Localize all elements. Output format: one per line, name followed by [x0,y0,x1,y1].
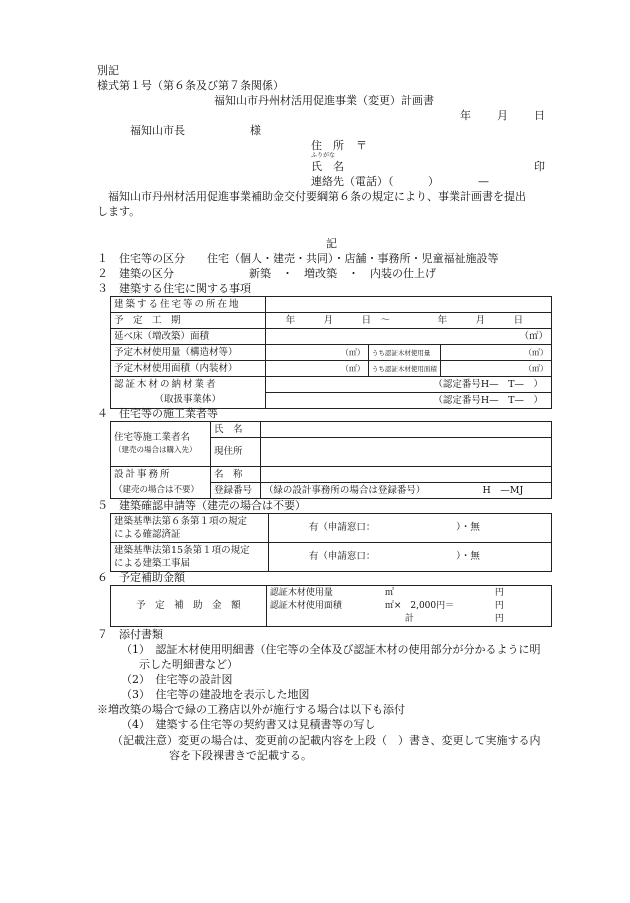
item-7: ７ 添付書類 [97,628,163,641]
table-subsidy [110,585,552,627]
builder-address-label: 現住所 [210,438,260,467]
attachment-note: ※増改築の場合で緑の工務店以外が施行する場合は以下も添付 [97,703,405,716]
intro-line-2: します。 [97,205,141,218]
postal-mark: 〒 [356,139,367,152]
item-5: ５ 建築確認申請等（建売の場合は不要） [97,499,306,512]
subsidy-line-3 [270,613,548,626]
designer-label: 設計事務所 [111,467,211,483]
builder-label-cell [111,422,211,467]
builder-name-field[interactable] [260,422,551,438]
floor-area-label: 延べ床（増改築）面積 [111,329,266,345]
cert-area-field[interactable]: （㎡） [440,361,551,377]
item-1: １ 住宅等の区分 住宅（個人・建売・共同）・店舗・事務所・児童福祉施設等 [97,252,499,265]
date-year: 年 [460,109,471,122]
cert-volume-label: うち認証木材使用量 [368,345,440,361]
reg-number-label: 登録番号 [210,483,260,499]
confirmation-label-a: 建築基準法第６条第１項の規定 [114,516,248,527]
contact-paren-close: ） [428,175,439,188]
subsidy-line-1 [270,587,548,600]
cert-area-label: うち認証木材使用面積 [368,361,440,377]
cert-volume-field[interactable]: （㎥） [440,345,551,361]
reg-number-field[interactable] [260,483,551,499]
period-label: 予 定 工 期 [111,313,266,329]
attachment-3: （3） 住宅等の建設地を表示した地図 [121,688,310,701]
builder-sub-label: （建売の場合は購入先） [114,445,197,454]
contact-label: 連絡先（電話）（ [311,175,394,188]
construction-notice-label-cell [111,543,269,572]
subsidy-calc-cell[interactable] [266,586,551,627]
document-title: 福知山市丹州材活用促進事業（変更）計画書 [214,94,434,107]
addressee-suffix: 様 [250,124,261,137]
contact-dash: — [478,175,489,188]
wood-interior-label: 予定木材使用面積（内装材） [111,361,266,377]
form-number: 様式第１号（第６条及び第７条関係） [97,79,284,92]
supplier-label: 認証木材の納材業者 [111,377,266,393]
builder-label: 住宅等施工業者名 [114,432,191,443]
subsidy-line-2 [270,600,548,613]
name-label: 氏 名 [311,160,344,173]
confirmation-label-b: による確認済証 [114,529,181,540]
remark-line-2: 容を下段裸書きで記載する。 [169,749,312,762]
bekki-label: 別記 [97,64,119,77]
attachment-4: （4） 建築する住宅等の契約書又は見積書等の写し [121,718,376,731]
subsidy-total-label: 計 [404,613,414,624]
supplier-field-1[interactable]: （認定番号H— T— ） [265,377,551,393]
date-month: 月 [497,109,508,122]
furigana-label: ふりがな [311,152,336,159]
attachment-1-line-2: 示した明細書など） [139,658,238,671]
floor-area-field[interactable]: （㎡） [265,329,551,345]
addressee: 福知山市長 [130,124,185,137]
subsidy-area-yen: 円 [494,600,504,611]
ki-label: 記 [326,237,337,250]
item-4: ４ 住宅等の施工業者等 [97,407,218,420]
designer-sub-label: （建売の場合は不要） [111,483,211,499]
date-day: 日 [534,109,545,122]
item-2-options: 新築 ・ 増改築 ・ 内装の仕上げ [249,267,436,280]
address-label: 住 所 [311,139,344,152]
remark-line-1: （記載注意）変更の場合は、変更前の記載内容を上段（ ）書き、変更して実施する内 [112,734,541,747]
attachment-1-line-1: （1） 認証木材使用明細書（住宅等の全体及び認証木材の使用部分が分かるように明 [121,643,541,656]
subsidy-volume-yen: 円 [494,587,504,598]
reg-number-code: H —MJ [482,484,524,496]
construction-notice-label-b: による建築工事届 [114,558,191,569]
table-house-details [110,296,552,409]
subsidy-area-label: 認証木材使用面積 [269,600,342,611]
intro-line-1: 福知山市丹州材活用促進事業補助金交付要綱第６条の規定により、事業計画書を提出 [108,190,526,203]
item-3: ３ 建築する住宅に関する事項 [97,282,251,295]
construction-notice-label-a: 建築基準法第15条第１項の規定 [114,545,250,556]
table-builder [110,421,552,499]
subsidy-area-unit: ㎡× 2,000円＝ [384,600,455,611]
company-name-field[interactable] [260,467,551,483]
confirmation-option[interactable]: 有（申請窓口： ）・無 [268,514,551,543]
subsidy-volume-unit: ㎥ [384,587,394,598]
wood-struct-label: 予定木材使用量（構造材等） [111,345,266,361]
period-field[interactable]: 年 月 日 〜 年 月 日 [265,313,551,329]
construction-notice-option[interactable]: 有（申請窓口： ）・無 [268,543,551,572]
attachment-2: （2） 住宅等の設計図 [121,673,233,686]
supplier-sub-label: （取扱事業体） [111,393,266,409]
company-name-label: 名 称 [210,467,260,483]
subsidy-total-yen: 円 [494,613,504,624]
location-field[interactable] [265,297,551,313]
subsidy-label: 予 定 補 助 金 額 [111,586,267,627]
item-2-label: ２ 建築の区分 [97,267,174,280]
confirmation-label-cell [111,514,269,543]
builder-name-label: 氏 名 [210,422,260,438]
subsidy-volume-label: 認証木材使用量 [269,587,333,598]
location-label: 建築する住宅等の所在地 [111,297,266,313]
wood-interior-field[interactable]: （㎡） [265,361,368,377]
wood-struct-field[interactable]: （㎥） [265,345,368,361]
table-building-confirmation [110,513,552,572]
builder-address-field[interactable] [260,438,551,467]
reg-number-note: （緑の設計事務所の場合は登録番号） [263,484,426,496]
seal-mark: 印 [534,160,545,173]
supplier-field-2[interactable]: （認定番号H— T— ） [265,393,551,409]
item-6: ６ 予定補助金額 [97,571,185,584]
